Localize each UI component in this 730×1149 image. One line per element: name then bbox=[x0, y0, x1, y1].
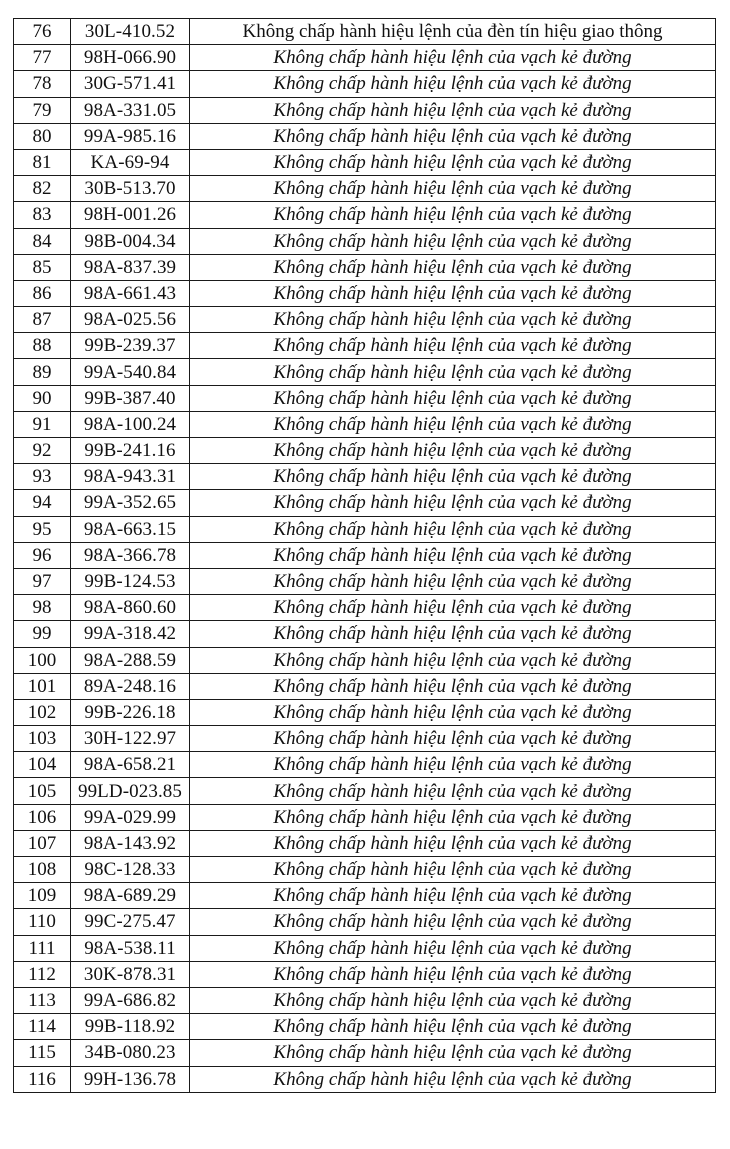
violation-cell: Không chấp hành hiệu lệnh của vạch kẻ đường bbox=[190, 568, 716, 594]
license-plate-cell: 99C-275.47 bbox=[71, 909, 190, 935]
violation-cell: Không chấp hành hiệu lệnh của vạch kẻ đường bbox=[190, 987, 716, 1013]
row-number-cell: 114 bbox=[14, 1014, 71, 1040]
violation-cell: Không chấp hành hiệu lệnh của vạch kẻ đường bbox=[190, 857, 716, 883]
table-row bbox=[14, 1040, 716, 1066]
row-number-cell: 83 bbox=[14, 202, 71, 228]
table-row bbox=[14, 438, 716, 464]
table-row bbox=[14, 961, 716, 987]
violation-cell: Không chấp hành hiệu lệnh của đèn tín hiệu giao thông bbox=[190, 19, 716, 45]
license-plate-cell: 99A-352.65 bbox=[71, 490, 190, 516]
row-number-cell: 113 bbox=[14, 987, 71, 1013]
table-row bbox=[14, 568, 716, 594]
table-row bbox=[14, 621, 716, 647]
violation-cell: Không chấp hành hiệu lệnh của vạch kẻ đường bbox=[190, 595, 716, 621]
license-plate-cell: 99LD-023.85 bbox=[71, 778, 190, 804]
table-row bbox=[14, 987, 716, 1013]
table-row bbox=[14, 19, 716, 45]
table-row bbox=[14, 359, 716, 385]
violation-cell: Không chấp hành hiệu lệnh của vạch kẻ đường bbox=[190, 202, 716, 228]
license-plate-cell: 98A-837.39 bbox=[71, 254, 190, 280]
table-row bbox=[14, 228, 716, 254]
license-plate-cell: 98A-100.24 bbox=[71, 411, 190, 437]
row-number-cell: 115 bbox=[14, 1040, 71, 1066]
violation-cell: Không chấp hành hiệu lệnh của vạch kẻ đường bbox=[190, 883, 716, 909]
license-plate-cell: 99B-226.18 bbox=[71, 699, 190, 725]
row-number-cell: 79 bbox=[14, 97, 71, 123]
violation-cell: Không chấp hành hiệu lệnh của vạch kẻ đường bbox=[190, 123, 716, 149]
table-row bbox=[14, 542, 716, 568]
table-row bbox=[14, 464, 716, 490]
row-number-cell: 97 bbox=[14, 568, 71, 594]
license-plate-cell: 98A-143.92 bbox=[71, 830, 190, 856]
table-row bbox=[14, 1014, 716, 1040]
license-plate-cell: 98H-066.90 bbox=[71, 45, 190, 71]
row-number-cell: 93 bbox=[14, 464, 71, 490]
license-plate-cell: 99A-985.16 bbox=[71, 123, 190, 149]
violation-cell: Không chấp hành hiệu lệnh của vạch kẻ đường bbox=[190, 726, 716, 752]
table-row bbox=[14, 857, 716, 883]
row-number-cell: 77 bbox=[14, 45, 71, 71]
table-row bbox=[14, 752, 716, 778]
row-number-cell: 78 bbox=[14, 71, 71, 97]
license-plate-cell: 98A-663.15 bbox=[71, 516, 190, 542]
violation-cell: Không chấp hành hiệu lệnh của vạch kẻ đường bbox=[190, 254, 716, 280]
row-number-cell: 90 bbox=[14, 385, 71, 411]
row-number-cell: 89 bbox=[14, 359, 71, 385]
violation-cell: Không chấp hành hiệu lệnh của vạch kẻ đường bbox=[190, 71, 716, 97]
violation-cell: Không chấp hành hiệu lệnh của vạch kẻ đường bbox=[190, 673, 716, 699]
row-number-cell: 110 bbox=[14, 909, 71, 935]
license-plate-cell: 99B-387.40 bbox=[71, 385, 190, 411]
row-number-cell: 106 bbox=[14, 804, 71, 830]
violation-cell: Không chấp hành hiệu lệnh của vạch kẻ đường bbox=[190, 647, 716, 673]
row-number-cell: 98 bbox=[14, 595, 71, 621]
license-plate-cell: 99B-241.16 bbox=[71, 438, 190, 464]
license-plate-cell: 30K-878.31 bbox=[71, 961, 190, 987]
license-plate-cell: 98A-025.56 bbox=[71, 307, 190, 333]
table-row bbox=[14, 385, 716, 411]
row-number-cell: 92 bbox=[14, 438, 71, 464]
table-row bbox=[14, 909, 716, 935]
license-plate-cell: 98H-001.26 bbox=[71, 202, 190, 228]
row-number-cell: 76 bbox=[14, 19, 71, 45]
table-row bbox=[14, 726, 716, 752]
table-row bbox=[14, 280, 716, 306]
violation-cell: Không chấp hành hiệu lệnh của vạch kẻ đường bbox=[190, 516, 716, 542]
table-row bbox=[14, 673, 716, 699]
violations-table bbox=[13, 18, 716, 1093]
table-row bbox=[14, 516, 716, 542]
violation-cell: Không chấp hành hiệu lệnh của vạch kẻ đường bbox=[190, 830, 716, 856]
table-row bbox=[14, 1066, 716, 1092]
violation-cell: Không chấp hành hiệu lệnh của vạch kẻ đường bbox=[190, 1040, 716, 1066]
license-plate-cell: 98A-860.60 bbox=[71, 595, 190, 621]
license-plate-cell: 30L-410.52 bbox=[71, 19, 190, 45]
row-number-cell: 84 bbox=[14, 228, 71, 254]
license-plate-cell: 99B-124.53 bbox=[71, 568, 190, 594]
violation-cell: Không chấp hành hiệu lệnh của vạch kẻ đường bbox=[190, 1066, 716, 1092]
violation-cell: Không chấp hành hiệu lệnh của vạch kẻ đường bbox=[190, 385, 716, 411]
table-row bbox=[14, 202, 716, 228]
violation-cell: Không chấp hành hiệu lệnh của vạch kẻ đường bbox=[190, 333, 716, 359]
row-number-cell: 88 bbox=[14, 333, 71, 359]
violation-cell: Không chấp hành hiệu lệnh của vạch kẻ đường bbox=[190, 228, 716, 254]
table-row bbox=[14, 830, 716, 856]
table-row bbox=[14, 490, 716, 516]
license-plate-cell: 99H-136.78 bbox=[71, 1066, 190, 1092]
row-number-cell: 111 bbox=[14, 935, 71, 961]
license-plate-cell: 98A-658.21 bbox=[71, 752, 190, 778]
row-number-cell: 96 bbox=[14, 542, 71, 568]
license-plate-cell: 99A-029.99 bbox=[71, 804, 190, 830]
row-number-cell: 102 bbox=[14, 699, 71, 725]
row-number-cell: 99 bbox=[14, 621, 71, 647]
row-number-cell: 80 bbox=[14, 123, 71, 149]
violation-cell: Không chấp hành hiệu lệnh của vạch kẻ đường bbox=[190, 542, 716, 568]
table-row bbox=[14, 123, 716, 149]
row-number-cell: 109 bbox=[14, 883, 71, 909]
table-row bbox=[14, 411, 716, 437]
row-number-cell: 82 bbox=[14, 176, 71, 202]
table-row bbox=[14, 333, 716, 359]
violation-cell: Không chấp hành hiệu lệnh của vạch kẻ đường bbox=[190, 490, 716, 516]
license-plate-cell: 99A-540.84 bbox=[71, 359, 190, 385]
table-row bbox=[14, 176, 716, 202]
license-plate-cell: 98A-331.05 bbox=[71, 97, 190, 123]
row-number-cell: 86 bbox=[14, 280, 71, 306]
license-plate-cell: 98A-538.11 bbox=[71, 935, 190, 961]
table-row bbox=[14, 595, 716, 621]
license-plate-cell: 98C-128.33 bbox=[71, 857, 190, 883]
license-plate-cell: 99B-118.92 bbox=[71, 1014, 190, 1040]
violation-cell: Không chấp hành hiệu lệnh của vạch kẻ đường bbox=[190, 176, 716, 202]
row-number-cell: 91 bbox=[14, 411, 71, 437]
violation-cell: Không chấp hành hiệu lệnh của vạch kẻ đường bbox=[190, 149, 716, 175]
row-number-cell: 81 bbox=[14, 149, 71, 175]
license-plate-cell: 98A-689.29 bbox=[71, 883, 190, 909]
license-plate-cell: KA-69-94 bbox=[71, 149, 190, 175]
table-row bbox=[14, 71, 716, 97]
license-plate-cell: 99B-239.37 bbox=[71, 333, 190, 359]
table-row bbox=[14, 647, 716, 673]
row-number-cell: 85 bbox=[14, 254, 71, 280]
row-number-cell: 101 bbox=[14, 673, 71, 699]
license-plate-cell: 98A-661.43 bbox=[71, 280, 190, 306]
row-number-cell: 100 bbox=[14, 647, 71, 673]
violation-cell: Không chấp hành hiệu lệnh của vạch kẻ đường bbox=[190, 97, 716, 123]
row-number-cell: 108 bbox=[14, 857, 71, 883]
table-row bbox=[14, 699, 716, 725]
table-row bbox=[14, 97, 716, 123]
license-plate-cell: 98A-288.59 bbox=[71, 647, 190, 673]
row-number-cell: 104 bbox=[14, 752, 71, 778]
table-row bbox=[14, 149, 716, 175]
table-row bbox=[14, 45, 716, 71]
violation-cell: Không chấp hành hiệu lệnh của vạch kẻ đường bbox=[190, 909, 716, 935]
license-plate-cell: 99A-686.82 bbox=[71, 987, 190, 1013]
row-number-cell: 116 bbox=[14, 1066, 71, 1092]
violation-cell: Không chấp hành hiệu lệnh của vạch kẻ đường bbox=[190, 1014, 716, 1040]
license-plate-cell: 30B-513.70 bbox=[71, 176, 190, 202]
violation-cell: Không chấp hành hiệu lệnh của vạch kẻ đường bbox=[190, 778, 716, 804]
violation-cell: Không chấp hành hiệu lệnh của vạch kẻ đường bbox=[190, 752, 716, 778]
row-number-cell: 112 bbox=[14, 961, 71, 987]
violation-cell: Không chấp hành hiệu lệnh của vạch kẻ đường bbox=[190, 699, 716, 725]
table-row bbox=[14, 778, 716, 804]
table-row bbox=[14, 307, 716, 333]
violation-cell: Không chấp hành hiệu lệnh của vạch kẻ đường bbox=[190, 621, 716, 647]
table-row bbox=[14, 804, 716, 830]
violation-cell: Không chấp hành hiệu lệnh của vạch kẻ đường bbox=[190, 280, 716, 306]
row-number-cell: 103 bbox=[14, 726, 71, 752]
violation-cell: Không chấp hành hiệu lệnh của vạch kẻ đường bbox=[190, 804, 716, 830]
row-number-cell: 87 bbox=[14, 307, 71, 333]
license-plate-cell: 98A-943.31 bbox=[71, 464, 190, 490]
violations-table-body bbox=[14, 19, 716, 1093]
license-plate-cell: 30H-122.97 bbox=[71, 726, 190, 752]
violation-cell: Không chấp hành hiệu lệnh của vạch kẻ đường bbox=[190, 464, 716, 490]
violation-cell: Không chấp hành hiệu lệnh của vạch kẻ đường bbox=[190, 307, 716, 333]
violation-cell: Không chấp hành hiệu lệnh của vạch kẻ đường bbox=[190, 411, 716, 437]
row-number-cell: 94 bbox=[14, 490, 71, 516]
license-plate-cell: 98B-004.34 bbox=[71, 228, 190, 254]
table-row bbox=[14, 935, 716, 961]
table-row bbox=[14, 254, 716, 280]
row-number-cell: 95 bbox=[14, 516, 71, 542]
license-plate-cell: 34B-080.23 bbox=[71, 1040, 190, 1066]
license-plate-cell: 98A-366.78 bbox=[71, 542, 190, 568]
violation-cell: Không chấp hành hiệu lệnh của vạch kẻ đường bbox=[190, 438, 716, 464]
license-plate-cell: 30G-571.41 bbox=[71, 71, 190, 97]
row-number-cell: 105 bbox=[14, 778, 71, 804]
violation-cell: Không chấp hành hiệu lệnh của vạch kẻ đường bbox=[190, 935, 716, 961]
license-plate-cell: 89A-248.16 bbox=[71, 673, 190, 699]
violation-cell: Không chấp hành hiệu lệnh của vạch kẻ đường bbox=[190, 359, 716, 385]
license-plate-cell: 99A-318.42 bbox=[71, 621, 190, 647]
row-number-cell: 107 bbox=[14, 830, 71, 856]
table-row bbox=[14, 883, 716, 909]
violation-cell: Không chấp hành hiệu lệnh của vạch kẻ đường bbox=[190, 961, 716, 987]
violation-cell: Không chấp hành hiệu lệnh của vạch kẻ đường bbox=[190, 45, 716, 71]
